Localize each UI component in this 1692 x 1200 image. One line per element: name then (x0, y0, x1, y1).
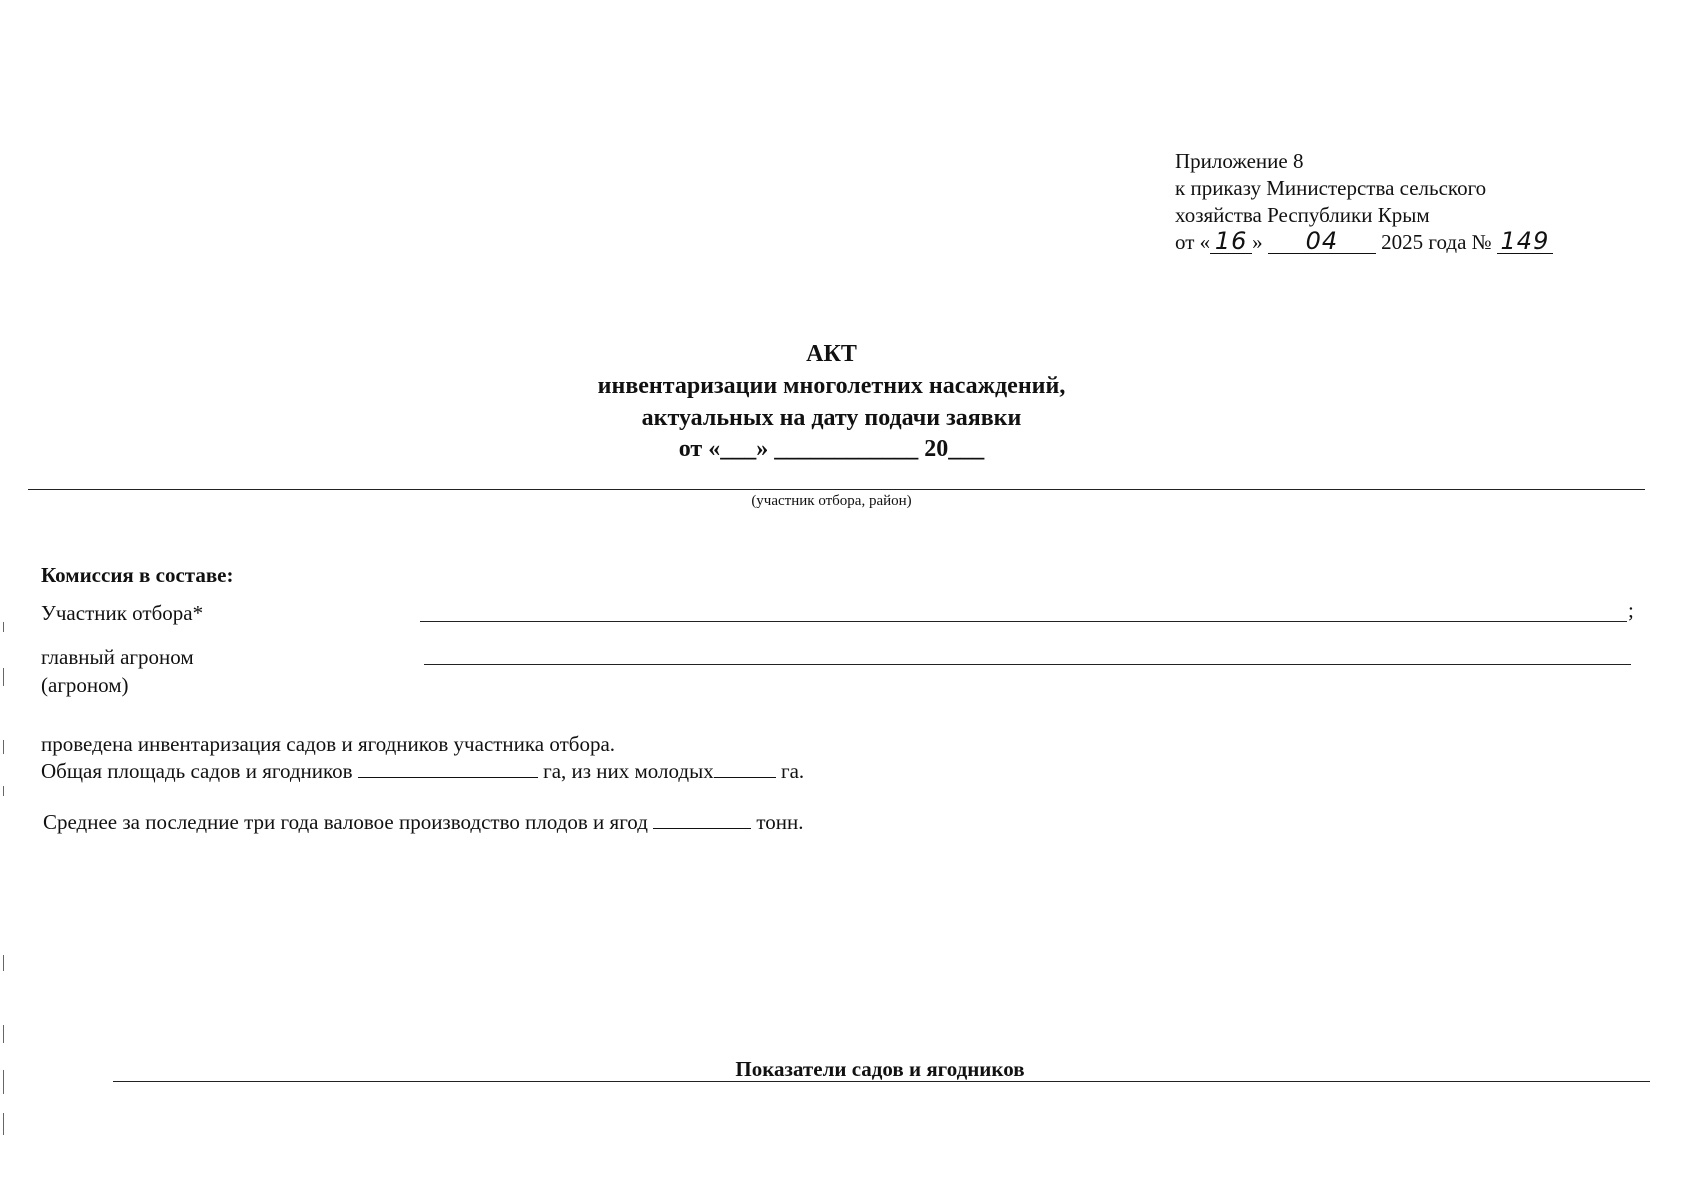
commission-heading: Комиссия в составе: (41, 563, 234, 587)
total-area-label: Общая площадь садов и ягодников (41, 759, 353, 783)
participant-line-end: ; (1628, 598, 1634, 622)
act-title: АКТ (806, 341, 857, 367)
indicators-heading: Показатели садов и ягодников (735, 1057, 1025, 1081)
scan-edge-mark (3, 786, 4, 796)
production-unit: тонн. (756, 810, 804, 834)
appendix-day-handwritten: 16 (1210, 229, 1252, 254)
production-blank[interactable] (653, 810, 751, 829)
appendix-block (1175, 148, 1553, 256)
appendix-year-text: 2025 года № (1381, 230, 1492, 254)
indicators-heading-line (113, 1081, 1650, 1082)
appendix-date-line (1175, 229, 1553, 256)
scan-edge-mark (3, 622, 4, 632)
appendix-date-mid: » (1252, 230, 1263, 254)
act-subtitle-2: актуальных на дату подачи заявки (641, 405, 1022, 431)
act-date-line: от «___» ____________ 20___ (678, 436, 985, 462)
scan-edge-mark (3, 668, 4, 686)
agronomist-label-2: (агроном) (41, 673, 129, 697)
young-area-blank[interactable] (714, 759, 776, 778)
scan-edge-mark (3, 1070, 4, 1094)
appendix-month-handwritten: 04 (1268, 229, 1376, 254)
production-label: Среднее за последние три года валовое производство плодов и ягод (43, 810, 648, 834)
appendix-number-handwritten: 149 (1497, 229, 1553, 254)
scan-edge-mark (3, 740, 4, 754)
act-subtitle-1: инвентаризации многолетних насаждений, (597, 373, 1066, 399)
appendix-line-1: Приложение 8 (1175, 149, 1304, 173)
total-area-blank[interactable] (358, 759, 538, 778)
scan-edge-mark (3, 955, 4, 971)
participant-signature-line (420, 621, 1627, 622)
inventory-statement: проведена инвентаризация садов и ягодников участника отбора. (41, 732, 616, 756)
scan-edge-mark (3, 1113, 4, 1135)
agronomist-signature-line (424, 664, 1631, 665)
agronomist-label-1: главный агроном (41, 645, 194, 669)
participant-label: Участник отбора* (41, 601, 204, 625)
scan-edge-mark (3, 1025, 4, 1043)
area-unit: га. (780, 759, 805, 783)
young-area-label: га, из них молодых (543, 759, 714, 783)
appendix-line-2: к приказу Министерства сельского (1175, 176, 1487, 200)
production-line (43, 810, 804, 835)
appendix-date-prefix: от « (1175, 230, 1211, 254)
participant-region-line (28, 489, 1645, 490)
appendix-line-3: хозяйства Республики Крым (1175, 203, 1430, 227)
total-area-line (41, 759, 804, 784)
participant-region-caption: (участник отбора, район) (751, 493, 912, 509)
